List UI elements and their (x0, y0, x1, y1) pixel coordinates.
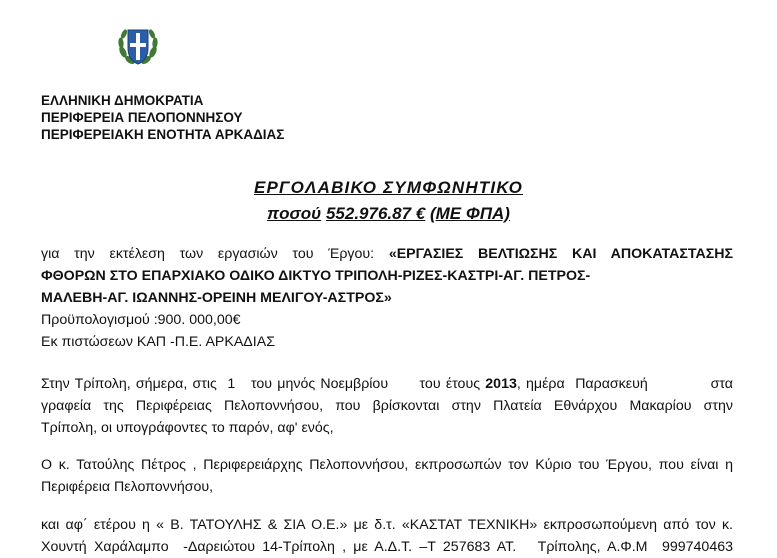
owner-paragraph (41, 454, 733, 498)
owner-line2: Περιφέρεια Πελοποννήσου, (41, 479, 214, 495)
contractor-line1: και αφ΄ ετέρου η « Β. ΤΑΤΟΥΛΗΣ & ΣΙΑ Ο.Ε.» με δ.τ. «ΚΑΣΤΑΤ ΤΕΧΝΙΚΗ» εκπροσωπούμενη από τον κ. (41, 517, 733, 533)
header-line-republic: ΕΛΛΗΝΙΚΗ ΔΗΜΟΚΡΑΤΙΑ (41, 93, 204, 108)
project-title-line3: ΜΑΛΕΒΗ-ΑΓ. ΙΩΑΝΝΗΣ-ΟΡΕΙΝΗ ΜΕΛΙΓΟΥ-ΑΣΤΡΟΣ» (41, 290, 392, 306)
project-intro (41, 243, 733, 353)
place-line2: γραφεία της Περιφέρειας Πελοποννήσου, που βρίσκονται στην Πλατεία Εθνάρχου Μακαρίου στην (41, 398, 733, 414)
project-budget: Προϋπολογισμού :900. 000,00€ (41, 312, 241, 328)
contractor-paragraph (41, 514, 733, 558)
amount-value: 552.976.87 € (325, 204, 426, 223)
amount-prefix: ποσού (267, 204, 322, 223)
header-line-region: ΠΕΡΙΦΕΡΕΙΑ ΠΕΛΟΠΟΝΝΗΣΟΥ (41, 110, 243, 125)
owner-line1: Ο κ. Τατούλης Πέτρος , Περιφερειάρχης Πελοποννήσου, εκπροσωπών τον Κύριο του Έργου, που είναι η (41, 457, 733, 473)
place-date-paragraph: Στην Τρίπολη, σήμερα, στις 1 του μηνός Νοεμβρίου του έτους 2013, ημέρα Παρασκευή στα γραφεία της Περιφέρειας Πελοποννήσου, που βρίσκονται στην Πλατεία Εθνάρχου Μακαρίου στην Τρίπολη, οι υπογράφοντες το παρόν, αφ' ενός, (41, 373, 733, 439)
issuer-header (41, 92, 284, 143)
contract-year: 2013 (485, 376, 517, 392)
header-line-unit: ΠΕΡΙΦΕΡΕΙΑΚΗ ΕΝΟΤΗΤΑ ΑΡΚΑΔΙΑΣ (41, 127, 285, 142)
contractor-line2: Χουντή Χαράλαμπο -Δαρειώτου 14-Τρίπολη , με Α.Δ.Τ. –Τ 257683 ΑΤ. Τρίπολης, Α.Φ.Μ 999740463 (41, 539, 733, 555)
document-title: ΕΡΓΟΛΑΒΙΚΟ ΣΥΜΦΩΝΗΤΙΚΟ (253, 178, 523, 197)
amount-suffix: (ΜΕ ΦΠΑ) (429, 204, 510, 223)
intro-lead: για την εκτέλεση των εργασιών του Έργου: (41, 246, 389, 262)
place-line3: Τρίπολη, οι υπογράφοντες το παρόν, αφ' ενός, (41, 420, 334, 436)
project-title-line1: «ΕΡΓΑΣΙΕΣ ΒΕΛΤΙΩΣΗΣ ΚΑΙ ΑΠΟΚΑΤΑΣΤΑΣΗΣ (388, 246, 733, 262)
document-amount (0, 204, 777, 224)
project-title-line2: ΦΘΟΡΩΝ ΣΤΟ ΕΠΑΡΧΙΑΚΟ ΟΔΙΚΟ ΔΙΚΤΥΟ ΤΡΙΠΟΛΗ-ΡΙΖΕΣ-ΚΑΣΤΡΙ-ΑΓ. ΠΕΤΡΟΣ- (41, 268, 591, 284)
project-funding: Εκ πιστώσεων ΚΑΠ -Π.Ε. ΑΡΚΑΔΙΑΣ (41, 334, 275, 350)
greek-coat-of-arms-icon (114, 22, 162, 70)
